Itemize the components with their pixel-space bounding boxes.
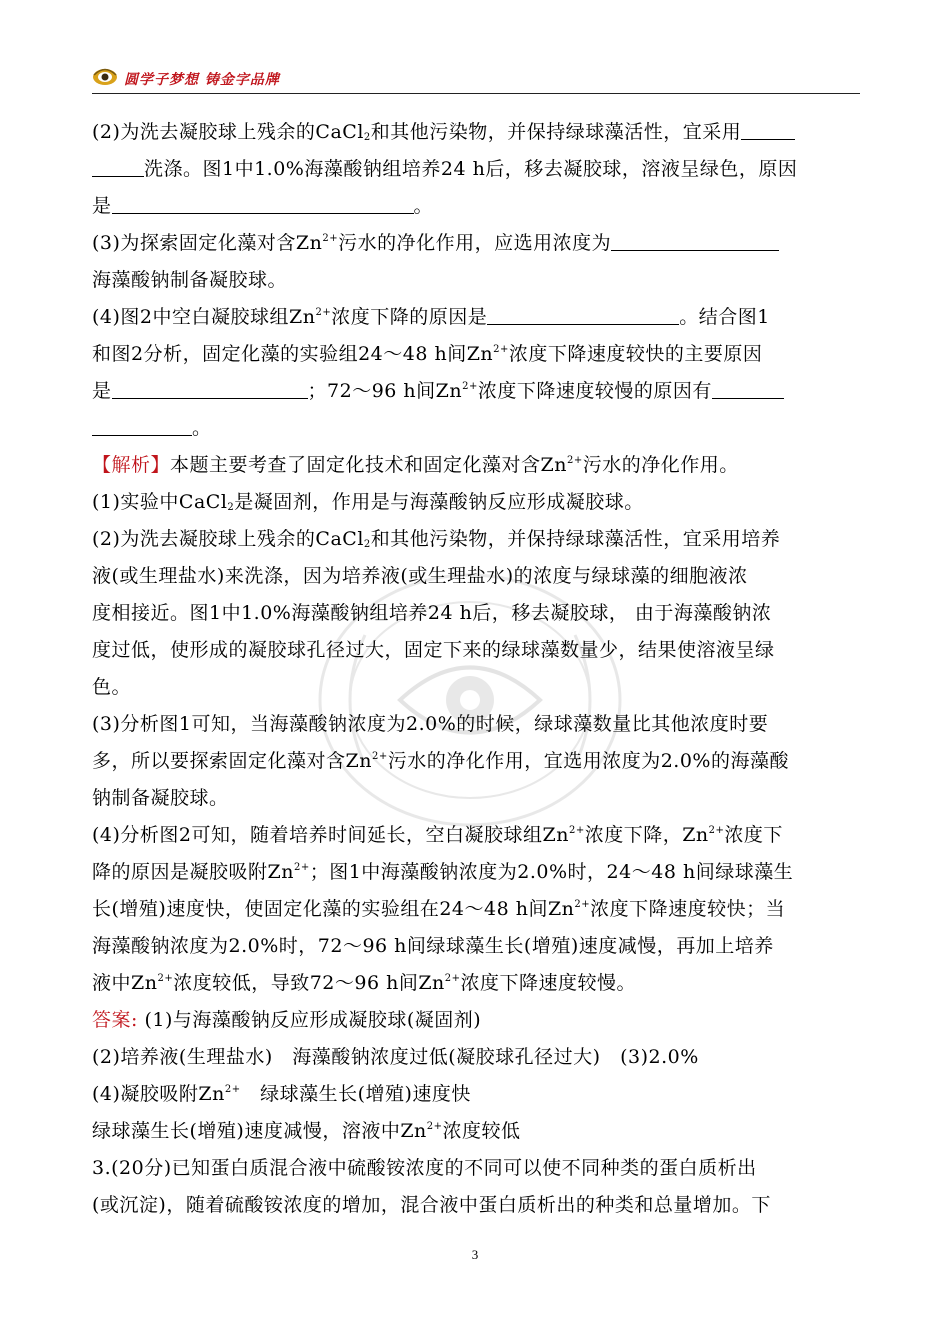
analysis-line: (4)分析图2可知，随着培养时间延长，空白凝胶球组$Zn^{2+}$浓度下降，$Zn^{2+}$浓度下 bbox=[92, 824, 783, 846]
answer-line: 绿球藻生长(增殖)速度减慢，溶液中$Zn^{2+}$浓度较低 bbox=[92, 1120, 521, 1142]
answer-label: 答案: bbox=[92, 1009, 138, 1031]
question-line: 和图2分析，固定化藻的实验组24～48 h间$Zn^{2+}$浓度下降速度较快的主要原因 bbox=[92, 343, 763, 365]
answer-line: (2)培养液(生理盐水) 海藻酸钠浓度过低(凝胶球孔径过大) (3)2.0% bbox=[92, 1046, 699, 1068]
header-divider bbox=[92, 93, 860, 94]
document-body bbox=[92, 114, 862, 1224]
analysis-line: 液(或生理盐水)来洗涤，因为培养液(或生理盐水)的浓度与绿球藻的细胞液浓 bbox=[92, 565, 748, 587]
question-line: 是 。 bbox=[92, 188, 862, 225]
analysis-line: 度相接近。图1中1.0%海藻酸钠组培养24 h后，移去凝胶球， 由于海藻酸钠浓 bbox=[92, 602, 772, 624]
answer-line: 答案: (1)与海藻酸钠反应形成凝胶球(凝固剂) bbox=[92, 1009, 482, 1031]
analysis-line: (3)分析图1可知，当海藻酸钠浓度为2.0%的时候，绿球藻数量比其他浓度时要 bbox=[92, 713, 769, 735]
answer-blank[interactable] bbox=[92, 154, 144, 177]
analysis-line: 钠制备凝胶球。 bbox=[92, 787, 229, 809]
question3-line: 3.(20分)已知蛋白质混合液中硫酸铵浓度的不同可以使不同种类的蛋白质析出 bbox=[92, 1157, 757, 1179]
analysis-line: 长(增殖)速度快，使固定化藻的实验组在24～48 h间$Zn^{2+}$浓度下降速度较快；当 bbox=[92, 898, 786, 920]
question-line: (2)为洗去凝胶球上残余的CaCl$_2$和其他污染物，并保持绿球藻活性，宜采用 bbox=[92, 114, 862, 151]
analysis-line: (2)为洗去凝胶球上残余的CaCl$_2$和其他污染物，并保持绿球藻活性，宜采用培养 bbox=[92, 528, 781, 550]
page-header bbox=[92, 64, 860, 94]
analysis-line: 降的原因是凝胶吸附$Zn^{2+}$；图1中海藻酸钠浓度为2.0%时，24～48 h间绿球藻生 bbox=[92, 861, 794, 883]
answer-blank[interactable] bbox=[741, 117, 795, 140]
question-line: 海藻酸钠制备凝胶球。 bbox=[92, 269, 288, 291]
analysis-line: 色。 bbox=[92, 676, 132, 698]
answer-blank[interactable] bbox=[112, 376, 308, 399]
analysis-line: 海藻酸钠浓度为2.0%时，72～96 h间绿球藻生长(增殖)速度减慢，再加上培养 bbox=[92, 935, 774, 957]
analysis-label: 【解析】 bbox=[92, 454, 171, 476]
analysis-line: 液中$Zn^{2+}$浓度较低，导致72～96 h间$Zn^{2+}$浓度下降速度较慢。 bbox=[92, 972, 637, 994]
header-slogan: 圆学子梦想 铸金字品牌 bbox=[124, 72, 280, 88]
question-line: 是 ；72～96 h间$Zn^{2+}$浓度下降速度较慢的原因有 bbox=[92, 373, 862, 410]
answer-blank[interactable] bbox=[487, 302, 679, 325]
answer-blank[interactable] bbox=[611, 228, 779, 251]
answer-line: (4)凝胶吸附$Zn^{2+}$ 绿球藻生长(增殖)速度快 bbox=[92, 1083, 471, 1105]
answer-blank[interactable] bbox=[112, 191, 414, 214]
answer-blank[interactable] bbox=[712, 376, 784, 399]
analysis-line: 多，所以要探索固定化藻对含$Zn^{2+}$污水的净化作用，宜选用浓度为2.0%的海藻酸 bbox=[92, 750, 789, 772]
question-line: (4)图2中空白凝胶球组$Zn^{2+}$浓度下降的原因是 。结合图1 bbox=[92, 299, 862, 336]
question3-line: (或沉淀)，随着硫酸铵浓度的增加，混合液中蛋白质析出的种类和总量增加。下 bbox=[92, 1194, 771, 1216]
question-line: 洗涤。图1中1.0%海藻酸钠组培养24 h后，移去凝胶球，溶液呈绿色，原因 bbox=[92, 151, 862, 188]
eye-logo-icon bbox=[92, 66, 118, 88]
question-line: (3)为探索固定化藻对含$Zn^{2+}$污水的净化作用，应选用浓度为 bbox=[92, 225, 862, 262]
analysis-line: 【解析】本题主要考查了固定化技术和固定化藻对含$Zn^{2+}$污水的净化作用。 bbox=[92, 454, 739, 476]
analysis-line: (1)实验中CaCl$_2$是凝固剂，作用是与海藻酸钠反应形成凝胶球。 bbox=[92, 491, 644, 513]
page-number: 3 bbox=[471, 1247, 479, 1262]
answer-blank[interactable] bbox=[92, 413, 192, 436]
question-line: 。 bbox=[92, 410, 862, 447]
analysis-line: 度过低，使形成的凝胶球孔径过大，固定下来的绿球藻数量少，结果使溶液呈绿 bbox=[92, 639, 775, 661]
